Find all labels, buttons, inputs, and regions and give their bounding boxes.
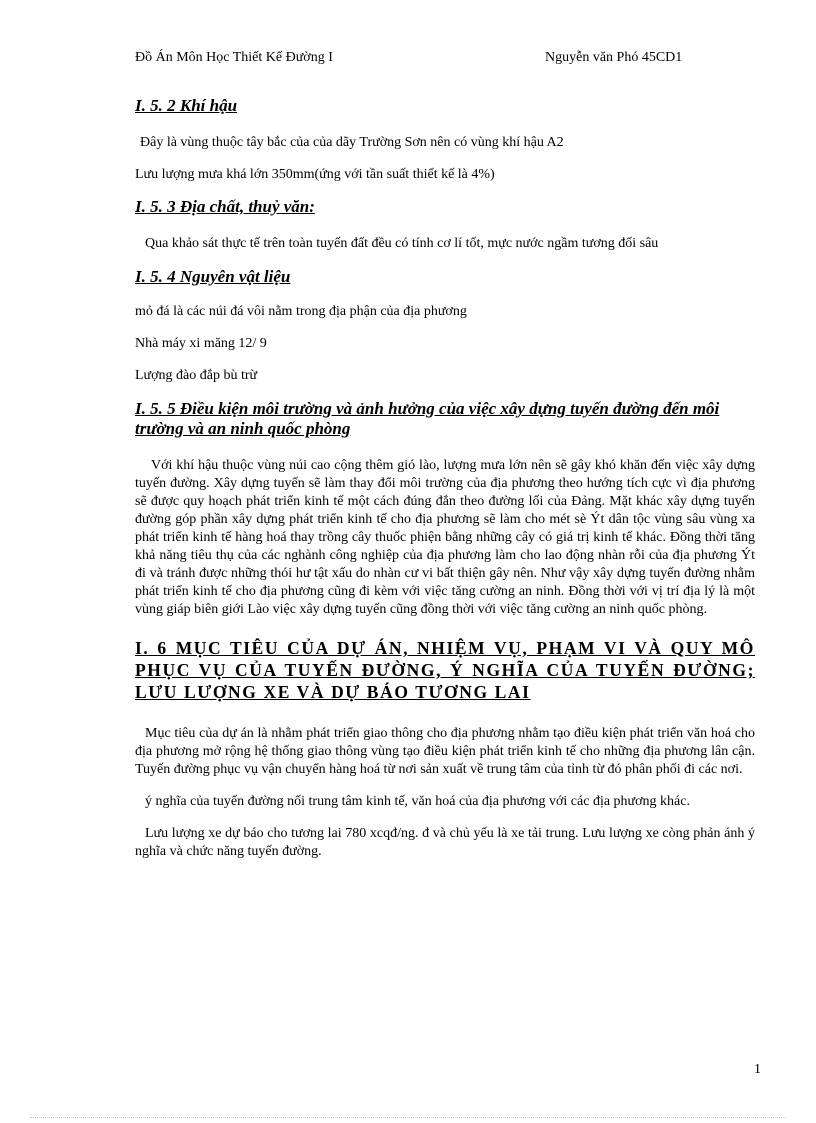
heading-environment: I. 5. 5 Điều kiện môi trường và ảnh hưởng của việc xây dựng tuyến đường đến môi trường và an ninh quốc phòng [135,399,720,438]
paragraph-geology-1: Qua khảo sát thực tế trên toàn tuyến đất đều có tính cơ lí tốt, mực nước ngầm tương đối sâu [145,236,659,251]
paragraph-materials-2: Nhà máy xi măng 12/ 9 [135,336,267,351]
heading-geology: I. 5. 3 Địa chất, thuỷ văn: [135,197,315,216]
paragraph-climate-2: Lưu lượng mưa khá lớn 350mm(ứng với tần suất thiết kế là 4%) [135,167,495,182]
header-author: Nguyễn văn Phó 45CD1 [545,50,683,65]
page-bottom-divider [30,1117,786,1118]
document-body [135,96,755,861]
paragraph-objectives-2: ý nghĩa của tuyến đường nối trung tâm kinh tế, văn hoá của địa phương với các địa phương khác. [145,794,690,809]
heading-objectives: I. 6 MỤC TIÊU CỦA DỰ ÁN, NHIỆM VỤ, PHẠM VI VÀ QUY MÔ PHỤC VỤ CỦA TUYẾN ĐƯỜNG, Ý NGHĨA CỦA TUYẾN ĐƯỜNG; LƯU LƯỢNG XE VÀ DỰ BÁO TƯƠNG LAI [135,638,755,702]
heading-materials: I. 5. 4 Nguyên vật liệu [135,267,291,286]
paragraph-objectives-1: Mục tiêu của dự án là nhằm phát triển giao thông cho địa phương nhằm tạo điều kiện phát triển văn hoá cho địa phương mở rộng hệ thống giao thông vùng tạo điều kiện phát triển kinh tế cho những địa phương lân cận. Tuyến đường phục vụ vận chuyển hàng hoá từ nơi sản xuất về trung tâm của tỉnh từ đó phân phối đi các nơi. [135,726,755,777]
paragraph-environment-1: Với khí hậu thuộc vùng núi cao cộng thêm gió lào, lượng mưa lớn nên sẽ gây khó khăn đến việc xây dựng tuyến đường. Xây dựng tuyến sẽ làm thay đổi môi trường của địa phương theo hướng tích cực vì địa phương sẽ được quy hoạch phát triển kinh tế một cách đúng đắn theo đường lối của Đảng. Mặt khác xây dựng tuyến đường góp phần xây dựng phát triển kinh tế cho địa phương sẽ làm cho mét sè Ýt dân tộc vùng sâu vùng xa phát triển kinh tế hàng hoá thay trồng cây thuốc phiện bằng những cây có giá trị kinh tế khác. Đồng thời tăng khả năng tiêu thụ của các nghành công nghiệp của địa phương làm cho lao động nhàn rỗi của địa phương Ýt đi và tránh được những thói hư tật xấu do nhàn cư vi bất thiện gây nên. Như vậy xây dựng tuyến đường nhằm phát triển kinh tế cho địa phương cũng đi kèm với việc tăng cường an ninh. Đồng thời với vị trí địa lý là một vùng giáp biên giới Lào việc xây dựng tuyến cũng đồng thời với việc tăng cường an ninh quốc phòng. [135,458,755,617]
page-number: 1 [754,1062,761,1077]
paragraph-climate-1: Đây là vùng thuộc tây bắc của của dãy Trường Sơn nên có vùng khí hậu A2 [140,135,564,150]
header-course-title: Đồ Án Môn Học Thiết Kế Đường I [135,50,333,65]
paragraph-materials-3: Lượng đào đắp bù trừ [135,368,258,383]
paragraph-materials-1: mỏ đá là các núi đá vôi nằm trong địa phận của địa phương [135,304,467,319]
paragraph-objectives-3: Lưu lượng xe dự báo cho tương lai 780 xcqđ/ng. đ và chủ yếu là xe tải trung. Lưu lượng xe còng phản ánh ý nghĩa và chức năng tuyến đường. [135,826,755,859]
heading-climate: I. 5. 2 Khí hậu [135,96,238,115]
